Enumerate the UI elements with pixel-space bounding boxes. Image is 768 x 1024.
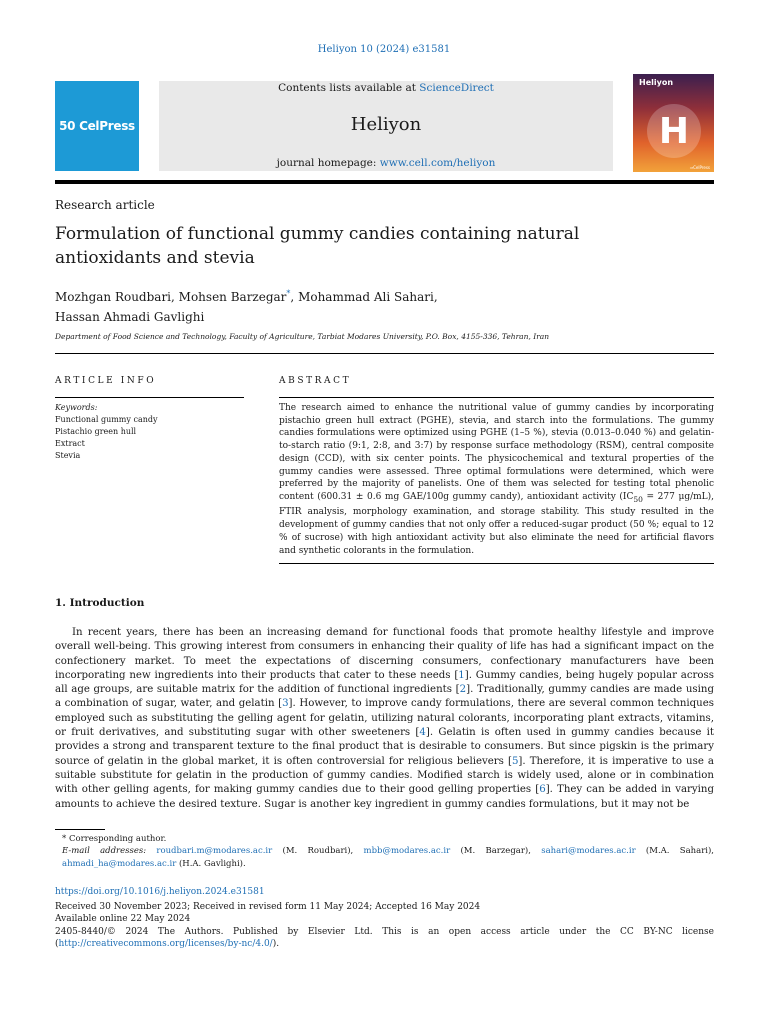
cellpress-logo[interactable] (55, 81, 139, 171)
received-dates: Received 30 November 2023; Received in revised form 11 May 2024; Accepted 16 May 2024 (55, 902, 481, 912)
citation-link[interactable]: 1 (458, 669, 465, 681)
email-link[interactable]: ahmadi_ha@modares.ac.ir (62, 858, 177, 869)
cover-footer: ⇒CelPress (689, 165, 710, 170)
contents-line (159, 82, 613, 94)
license-statement (55, 926, 714, 951)
email-link[interactable]: sahari@modares.ac.ir (541, 846, 636, 857)
cellpress-logo-text: 50 CelPress (59, 119, 135, 133)
license-text: ). (272, 938, 280, 949)
publication-info (55, 901, 714, 950)
author-name[interactable]: Mozhgan Roudbari (55, 290, 172, 304)
journal-homepage-link[interactable]: www.cell.com/heliyon (379, 157, 496, 169)
text-run: ]. Gelatin is often used in gummy candies because it provides a strong and transparent texture to the final product that is desirable to consumers. But since pigskin is the primary source of gelatin in the global market, it is often controversial for religious believers [ (55, 727, 714, 767)
email-link[interactable]: roudbari.m@modares.ac.ir (156, 846, 273, 857)
text-run: ]. Gummy candies, being hugely popular across all age groups, are suitable matrix for the addition of functional ingredients [ (55, 669, 714, 696)
keywords-block (55, 402, 245, 462)
author-name[interactable]: Hassan Ahmadi Gavlighi (55, 310, 205, 324)
divider (279, 563, 714, 564)
abstract-part: = 277 μg/mL), FTIR analysis, morphology examination, and storage stability. This study resulted in the development of gummy candies that not only offer a reduced-sugar product (50 %; equal to 12 % of sucrose) with high antioxidant activity but also eliminate the need for artificial flavors and synthetic colorants in the formulation. (279, 491, 714, 556)
homepage-line (159, 157, 613, 169)
citation-link[interactable]: 5 (511, 755, 519, 767)
footnotes (55, 833, 714, 870)
citation-link[interactable]: 6 (539, 784, 546, 796)
cover-title: Heliyon (639, 78, 674, 87)
header-divider (55, 180, 714, 184)
corresponding-author-mark[interactable]: * (286, 289, 291, 298)
divider (279, 397, 714, 398)
online-date: Available online 22 May 2024 (55, 914, 191, 925)
sciencedirect-link[interactable]: ScienceDirect (419, 82, 494, 94)
text-run: ]. However, to improve candy formulations, there are several common techniques employed such as substituting the gelling agent for gelatin, utilizing natural colorants, incorporating plant extracts, vitamins, or fruit derivatives, and substituting sugar with other sweeteners [ (55, 698, 715, 739)
cover-letter: H (658, 110, 690, 152)
abstract-heading: ABSTRACT (279, 376, 352, 386)
author-list: Mozhgan Roudbari, Mohsen Barzegar*, Mohammad Ali Sahari, Hassan Ahmadi Gavlighi (55, 289, 438, 324)
homepage-prefix: journal homepage: (276, 157, 380, 169)
citation-link[interactable]: 3 (282, 698, 289, 710)
email-owner: (H.A. Gavlighi). (176, 858, 246, 869)
doi-url[interactable]: https://doi.org/10.1016/j.heliyon.2024.e31581 (55, 887, 265, 897)
email-owner: (M. Roudbari), (272, 846, 364, 857)
email-addresses (55, 845, 714, 870)
text-run: In recent years, there has been an increasing demand for functional foods that promote healthy lifestyle and improve overall well-being. This growing interest from consumers in enhancing their quality of life has had a significant impact on the confectionery market. To meet the expectations of discerning consumers, confectionary manufacturers have been incorporating new ingredients into their products that cater to these needs [ (55, 627, 714, 681)
email-owner: (M.A. Sahari), (635, 846, 715, 857)
email-link[interactable]: mbb@modares.ac.ir (363, 846, 451, 857)
keyword: Extract (55, 439, 85, 448)
section-heading: 1. Introduction (55, 597, 145, 609)
divider (55, 353, 714, 354)
affiliation: Department of Food Science and Technology, Faculty of Agriculture, Tarbiat Modares University, P.O. Box, 4155-336, Tehran, Iran (55, 332, 550, 341)
text-run: ]. Therefore, it is imperative to use a suitable substitute for gelatin in the production of gummy candies. Modified starch is widely used, alone or in combination with other gelling agents, for making gummy candies due to their good gelling properties [ (55, 755, 714, 796)
journal-name: Heliyon (350, 114, 422, 135)
keywords-label: Keywords: (55, 403, 98, 412)
introduction-body (55, 626, 714, 812)
article-title: Formulation of functional gummy candies containing natural antioxidants and stevia (55, 224, 580, 268)
keyword: Functional gummy candy (55, 415, 158, 424)
paragraph (55, 626, 714, 812)
doi-link[interactable] (55, 887, 265, 897)
keyword: Stevia (55, 451, 81, 460)
divider (55, 397, 244, 398)
cover-emblem (647, 104, 701, 158)
license-text: 2405-8440/© 2024 The Authors. Published by Elsevier Ltd. This is an open access article under the CC BY-NC license ( (55, 926, 714, 949)
corresponding-author-note: * Corresponding author. (62, 834, 167, 844)
text-run: ]. Traditionally, gummy candies are made using a combination of sugar, water, and gelatin [ (55, 684, 714, 710)
text-run: ]. They can be added in varying amounts to achieve the desired texture. Sugar is another key ingredient in gummy candies formulations, but it may not be (55, 784, 714, 810)
author-name[interactable]: Mohsen Barzegar (178, 290, 287, 304)
footnote-divider (55, 829, 105, 830)
journal-cover[interactable] (633, 74, 714, 172)
journal-reference[interactable]: Heliyon 10 (2024) e31581 (317, 44, 451, 55)
citation-link[interactable]: 2 (459, 684, 467, 696)
citation-link[interactable]: 4 (419, 727, 426, 739)
abstract-part: The research aimed to enhance the nutritional value of gummy candies by incorporating pistachio green hull extract (PGHE), stevia, and starch into the formulations. The gummy candies formulations were optimized using PGHE (1–5 %), stevia (0.013–0.040 %) and gelatin-to-starch ratio (9:1, 2:8, and 3:7) by response surface methodology (RSM), central composite design (CCD), with six center points. The physicochemical and textural properties of the gummy candies were assessed. Three optimal formulations were determined, which were preferred by the majority of panelists. One of them was selected for testing total phenolic content (600.31 ± 0.6 mg GAE/100g gummy candy), antioxidant activity (IC (279, 403, 714, 502)
contents-prefix: Contents lists available at (278, 82, 420, 94)
email-owner: (M. Barzegar), (450, 846, 542, 857)
email-label: E-mail addresses: (62, 846, 147, 857)
license-link[interactable]: http://creativecommons.org/licenses/by-nc/4.0/ (58, 938, 273, 949)
abstract-text (279, 402, 714, 557)
article-info-heading: ARTICLE INFO (55, 376, 157, 386)
author-name[interactable]: Mohammad Ali Sahari (298, 290, 434, 304)
article-type: Research article (55, 198, 155, 212)
ic50-subscript: 50 (633, 494, 643, 504)
keyword: Pistachio green hull (55, 427, 137, 436)
